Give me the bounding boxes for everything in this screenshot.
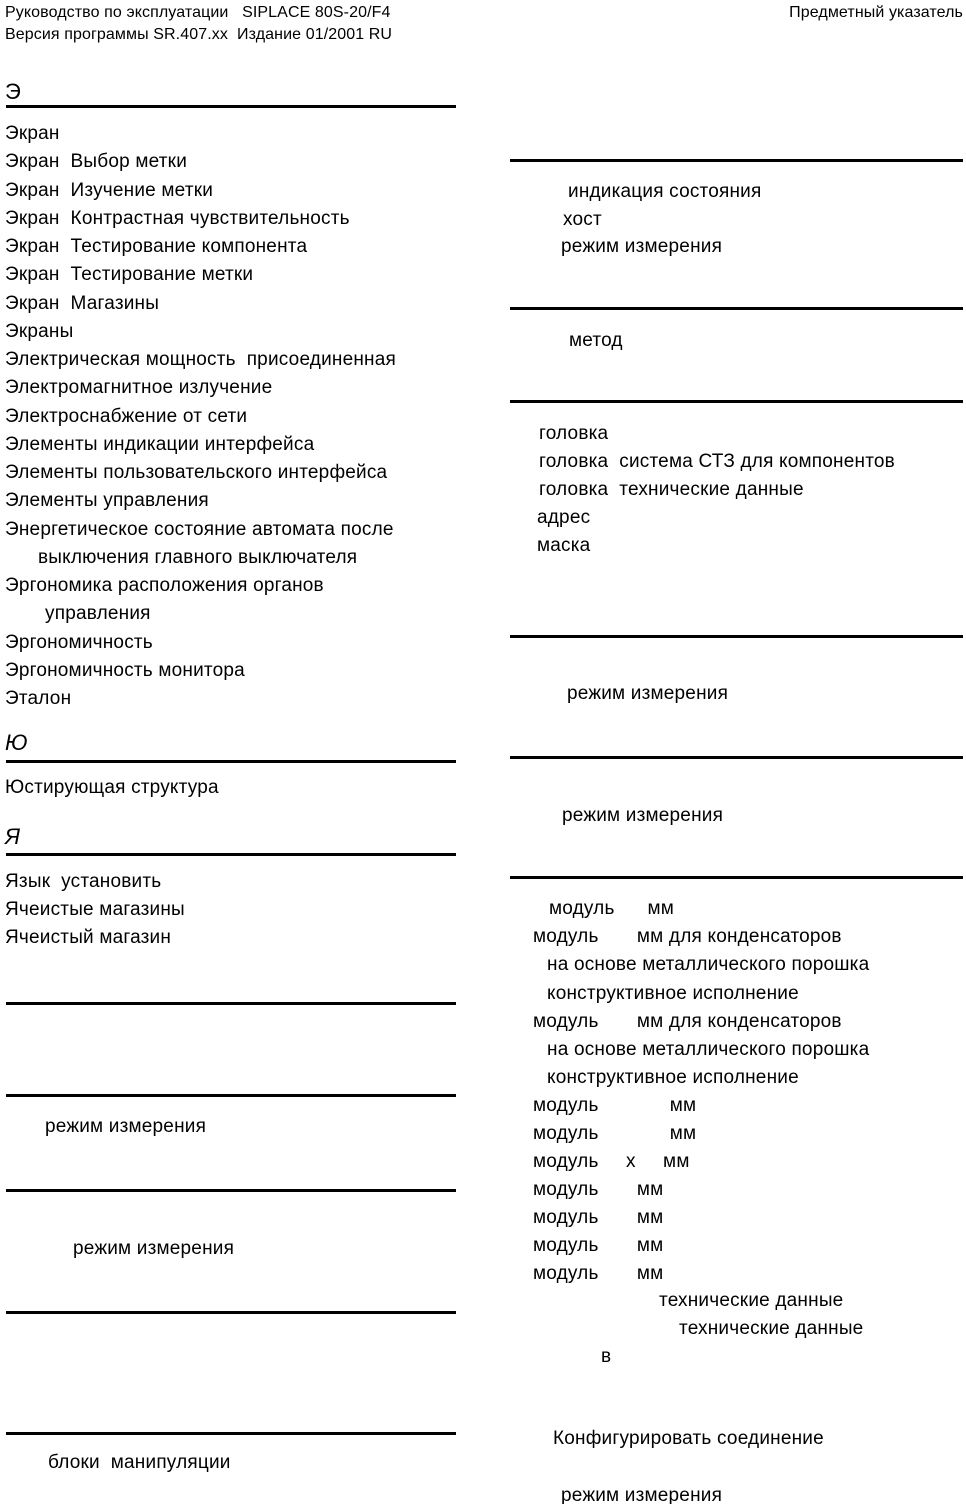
divider-rule [510,307,963,310]
index-entry: в [601,1346,612,1367]
index-entry: Экран Магазины [5,293,160,314]
index-entry: Эргономика расположения органов [5,575,324,596]
index-entry: выключения главного выключателя [38,547,358,568]
index-entry: технические данные [659,1290,844,1311]
index-entry: головка технические данные [539,479,804,500]
index-entry: Элементы управления [5,490,209,511]
index-entry: конструктивное исполнение [547,983,799,1004]
divider-rule [510,635,963,638]
index-entry: Электромагнитное излучение [5,377,273,398]
index-entry: модуль мм [533,1179,664,1200]
index-entry: модуль мм [533,1235,664,1256]
index-entry: Энергетическое состояние автомата после [5,519,394,540]
index-entry: управления [45,603,151,624]
index-entry: модуль мм [533,1095,697,1116]
header-page-title: Предметный указатель [789,4,963,21]
divider-rule [510,400,963,403]
index-entry: модуль мм [533,1123,697,1144]
divider-rule [510,756,963,759]
index-entry: Ячеистые магазины [5,899,185,920]
header-version-line: Версия программы SR.407.xx Издание 01/2001 RU [5,26,393,43]
index-entry: Элементы пользовательского интерфейса [5,462,388,483]
index-entry: Электрическая мощность присоединенная [5,349,396,370]
index-entry: режим измерения [561,236,723,257]
index-entry: Экраны [5,321,74,342]
index-entry: Язык установить [5,871,162,892]
index-entry: хост [563,209,602,230]
index-entry: адрес [537,507,591,528]
index-entry: режим измерения [562,805,724,826]
index-entry: Экран Тестирование метки [5,264,254,285]
section-letter: Я [5,824,20,849]
index-entry: головка система СТЗ для компонентов [539,451,895,472]
index-entry: режим измерения [567,683,729,704]
index-entry: Эргономичность монитора [5,660,245,681]
header-manual-title: Руководство по эксплуатации SIPLACE 80S-20/F4 [5,4,391,21]
index-entry: головка [539,423,609,444]
section-letter: Ю [5,730,28,755]
section-letter: Э [5,79,21,104]
index-entry: модуль мм [533,1207,664,1228]
index-entry: модуль мм для конденсаторов [533,1011,842,1032]
index-entry: маска [537,535,591,556]
index-entry: конструктивное исполнение [547,1067,799,1088]
index-entry: на основе металлического порошка [547,954,870,975]
index-entry: модуль х мм [533,1151,690,1172]
index-entry: Экран Выбор метки [5,151,188,172]
index-entry: режим измерения [45,1116,207,1137]
index-entry: Экран Тестирование компонента [5,236,308,257]
index-entry: Юстирующая структура [5,777,219,798]
index-entry: Экран [5,123,60,144]
index-entry: режим измерения [73,1238,235,1259]
index-entry: Экран Изучение метки [5,180,214,201]
index-entry: на основе металлического порошка [547,1039,870,1060]
index-entry: метод [569,330,623,351]
index-entry: Электроснабжение от сети [5,406,248,427]
index-entry: Эталон [5,688,72,709]
index-entry: Экран Контрастная чувствительность [5,208,350,229]
index-entry: модуль мм [549,898,674,919]
index-entry: Ячеистый магазин [5,927,172,948]
index-entry: технические данные [679,1318,864,1339]
index-entry: модуль мм для конденсаторов [533,926,842,947]
index-entry: Эргономичность [5,632,153,653]
index-entry: Элементы индикации интерфейса [5,434,315,455]
divider-rule [510,159,963,162]
index-entry: Конфигурировать соединение [553,1428,824,1449]
index-entry: блоки манипуляции [48,1452,231,1473]
index-entry: модуль мм [533,1263,664,1284]
index-entry: индикация состояния [568,181,762,202]
index-entry: режим измерения [561,1485,723,1504]
divider-rule [510,876,963,879]
